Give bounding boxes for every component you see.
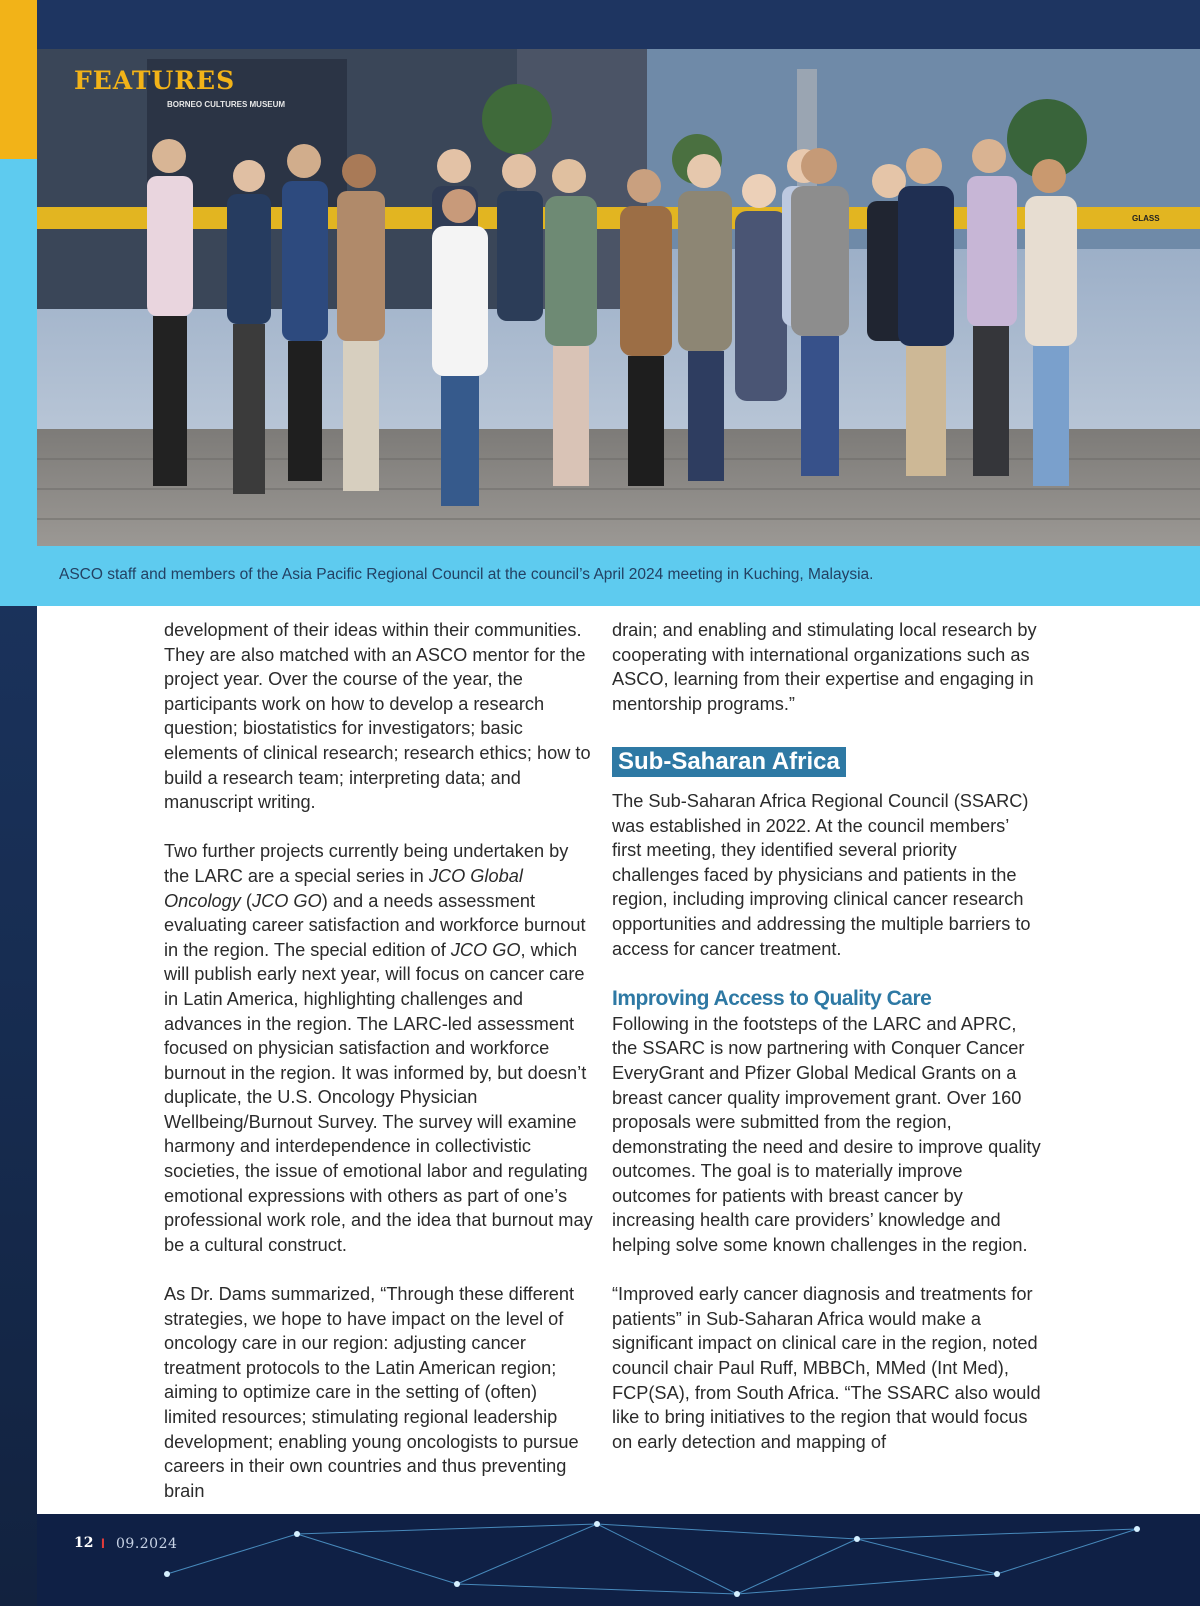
text-run: , which will publish early next year, will focus on cancer care in Latin America, highlighting challenges and advances in the region. The LARC-led assessment focused on physician satisfaction and workforce burnout in the region. It was informed by, but doesn’t duplicate, the U.S. Oncology Physician Wellbeing/Burnout Survey. The survey will examine harmony and interdependence in collectivistic societies, the issue of emotional labor and regulating emotional expressions with others as part of one’s professional work role, and the idea that burnout may be a cultural construct.: [164, 939, 593, 1255]
paragraph: As Dr. Dams summarized, “Through these different strategies, we hope to have impact on the level of oncology care in our region: adjusting cancer treatment protocols to the Latin American region; aiming to optimize care in the setting of (often) limited resources; stimulating regional leadership development; enabling young oncologists to pursue careers in their own countries and thus preventing brain: [164, 1284, 579, 1501]
page-number: 12: [74, 1535, 94, 1551]
footer-band: [37, 1514, 1200, 1606]
top-navy-band: [37, 0, 1200, 49]
section-heading: Sub-Saharan Africa: [612, 747, 846, 777]
subheading: Improving Access to Quality Care: [612, 986, 932, 1010]
article-body: [37, 606, 1200, 1514]
issue-date: 09.2024: [116, 1536, 178, 1552]
accent-bar-gold: [0, 0, 37, 159]
journal-abbrev: JCO GO: [450, 939, 521, 960]
paragraph-jco-go: [164, 839, 594, 1257]
museum-sign-text: BORNEO CULTURES MUSEUM: [167, 100, 286, 109]
glass-label: GLASS: [1132, 214, 1160, 223]
journal-abbrev: JCO GO: [251, 890, 322, 911]
left-column: [164, 618, 594, 1528]
right-column: [612, 618, 1042, 1479]
paragraph: The Sub-Saharan Africa Regional Council (SSARC) was established in 2022. At the council members’ first meeting, they identified several priority challenges faced by physicians and patients in the region, including improving clinical cancer research opportunities and addressing the multiple barriers to access for cancer treatment.: [612, 790, 1031, 959]
caption-band: [37, 546, 1200, 606]
page-separator: I: [101, 1535, 105, 1551]
network-graphic: [37, 1514, 1200, 1606]
accent-bar-cyan: [0, 159, 37, 606]
paragraph: drain; and enabling and stimulating local research by cooperating with international organizations such as ASCO, learning from their expertise and engaging in mentorship programs.”: [612, 620, 1037, 714]
paragraph: development of their ideas within their communities. They are also matched with an ASCO mentor for the project year. Over the course of the year, the participants work on how to develop a research question; biostatistics for investigators; basic elements of clinical research; research ethics; how to build a research team; interpreting data; and manuscript writing.: [164, 620, 591, 813]
journal-title: JCO Global Oncology: [164, 865, 523, 911]
group-photo: [37, 49, 1200, 546]
paragraph: Following in the footsteps of the LARC and APRC, the SSARC is now partnering with Conquer Cancer EveryGrant and Pfizer Global Medical Grants on a breast cancer quality improvement grant. Over 160 proposals were submitted from the region, demonstrating the need and desire to improve quality outcomes. The goal is to materially improve outcomes for patients with breast cancer by increasing health care providers’ knowledge and helping solve some known challenges in the region.: [612, 1013, 1041, 1256]
text-run: ) and a needs assessment evaluating career satisfaction and workforce burnout in the region. The special edition of: [164, 890, 586, 960]
section-label: FEATURES: [74, 66, 236, 95]
photo-caption: ASCO staff and members of the Asia Pacific Regional Council at the council’s April 2024 meeting in Kuching, Malaysia.: [59, 566, 874, 583]
paragraph: “Improved early cancer diagnosis and treatments for patients” in Sub-Saharan Africa would make a significant impact on clinical care in the region, noted council chair Paul Ruff, MBBCh, MMed (Int Med), FCP(SA), from South Africa. “The SSARC also would like to bring initiatives to the region that would focus on early detection and mapping of: [612, 1284, 1041, 1452]
text-run: (: [240, 890, 252, 911]
text-run: Two further projects currently being undertaken by the LARC are a special series in: [164, 841, 569, 886]
